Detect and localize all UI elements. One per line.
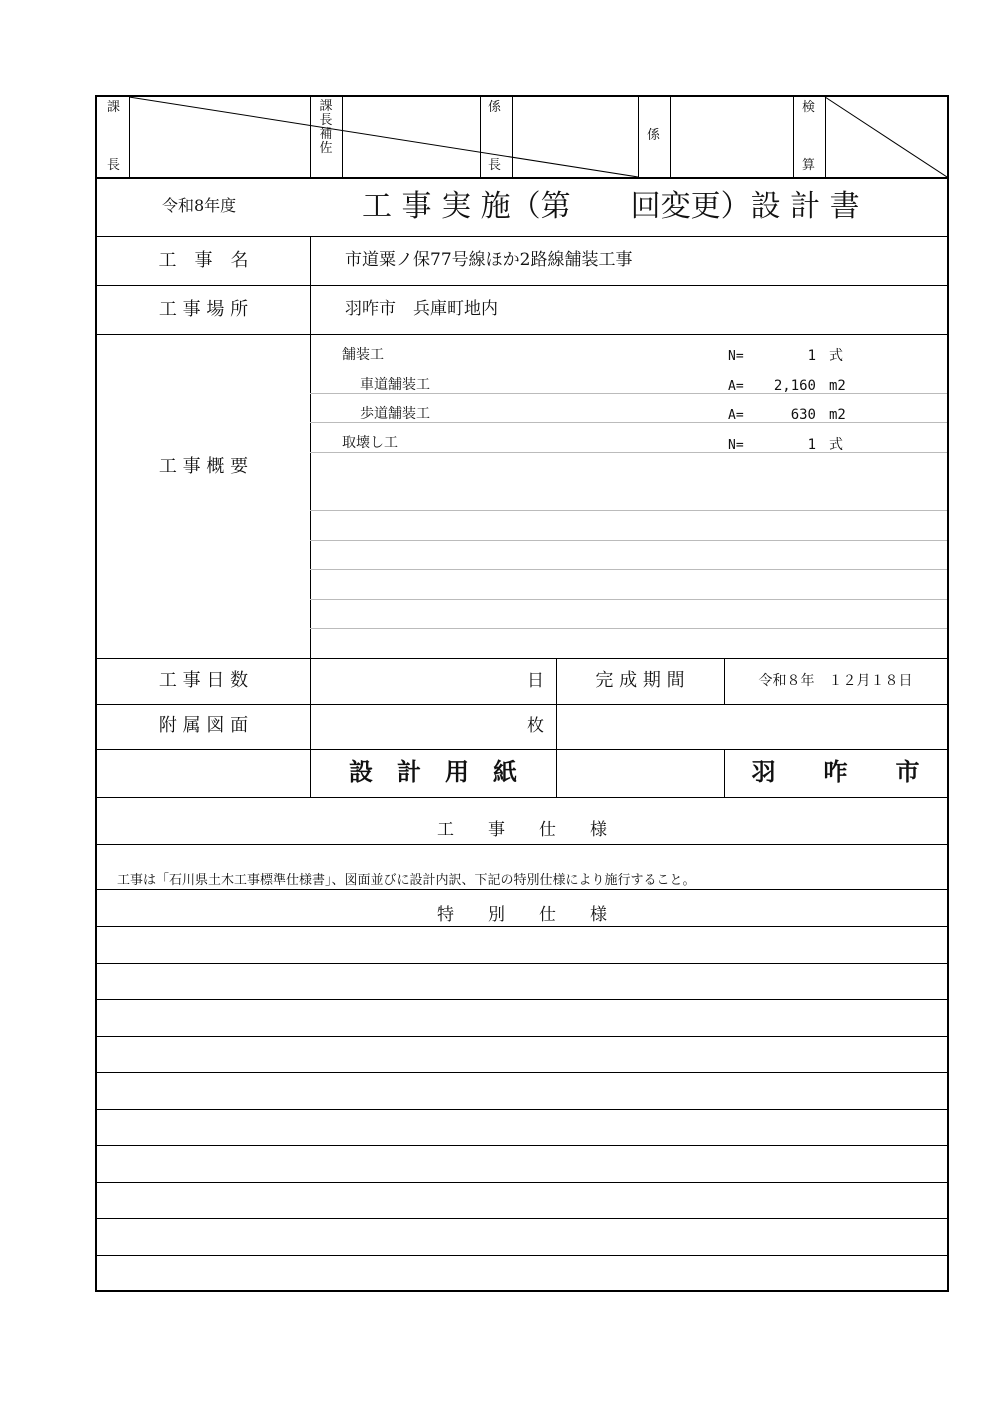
- kachou-bottom-char: 長: [107, 158, 121, 173]
- drawings-label: 附 属 図 面: [158, 715, 249, 736]
- kakari-label: 係: [647, 128, 661, 143]
- spec-line: [97, 1036, 947, 1037]
- summary-item-name: 舗装工: [342, 347, 384, 363]
- summary-line: [310, 393, 947, 394]
- completion-value: 令和８年 １２月１８日: [758, 673, 913, 689]
- kakarichou-bottom-char: 長: [488, 158, 502, 173]
- work-name-value: 市道粟ノ保77号線ほか2路線舗装工事: [345, 250, 633, 270]
- work-place-label: 工 事 場 所: [158, 299, 249, 320]
- summary-line: [310, 452, 947, 453]
- summary-item-unit: m2: [829, 407, 846, 423]
- kakarichou-top-char: 係: [488, 100, 502, 115]
- design-paper-label: 設 計 用 紙: [349, 757, 517, 786]
- completion-label: 完 成 期 間: [595, 670, 685, 691]
- kachou-top-char: 課: [107, 100, 121, 115]
- divider: [97, 749, 947, 750]
- spec-line: [97, 1218, 947, 1219]
- summary-item-qty: 1: [807, 437, 816, 453]
- summary-item-name: 歩道舗装工: [360, 406, 430, 422]
- spec-line: [97, 963, 947, 964]
- summary-line: [310, 510, 947, 511]
- spec-line: [97, 1072, 947, 1073]
- divider: [97, 177, 947, 179]
- summary-item-name: 車道舗装工: [360, 377, 430, 393]
- summary-item-unit: 式: [829, 348, 843, 364]
- summary-item-prefix: A=: [728, 408, 744, 423]
- summary-item-name: 取壊し工: [342, 435, 398, 451]
- summary-item-qty: 630: [790, 407, 816, 423]
- spec-line: [97, 1145, 947, 1146]
- special-spec-title: 特 別 仕 様: [437, 905, 607, 925]
- work-summary-label: 工 事 概 要: [158, 456, 249, 477]
- summary-item-unit: m2: [829, 378, 846, 394]
- spec-line: [97, 1109, 947, 1110]
- divider: [310, 236, 311, 797]
- drawings-unit: 枚: [527, 716, 544, 736]
- divider: [97, 844, 947, 845]
- summary-item-unit: 式: [829, 437, 843, 453]
- era-year: 令和8年度: [162, 196, 237, 215]
- divider: [97, 926, 947, 927]
- summary-item-prefix: N=: [728, 349, 744, 364]
- summary-item-qty: 1: [807, 348, 816, 364]
- diagonal-strikes: [97, 97, 947, 177]
- design-document-frame: [95, 95, 949, 1292]
- summary-line: [310, 422, 947, 423]
- kensan-bottom-char: 算: [802, 158, 816, 173]
- divider: [97, 285, 947, 286]
- document-title: 工 事 実 施（第 回変更）設 計 書: [362, 189, 860, 224]
- work-place-value: 羽咋市 兵庫町地内: [345, 299, 498, 319]
- spec-line: [97, 1255, 947, 1256]
- work-days-unit: 日: [527, 671, 544, 691]
- kensan-top-char: 検: [802, 100, 816, 115]
- divider: [97, 797, 947, 798]
- summary-line: [310, 540, 947, 541]
- divider: [97, 334, 947, 335]
- summary-item-qty: 2,160: [773, 378, 816, 394]
- work-name-label: 工 事 名: [158, 250, 249, 271]
- work-days-label: 工 事 日 数: [158, 670, 249, 691]
- summary-item-prefix: N=: [728, 438, 744, 453]
- divider: [97, 236, 947, 237]
- spec-title: 工 事 仕 様: [437, 820, 607, 840]
- divider: [97, 704, 947, 705]
- city-name: 羽 咋 市: [751, 757, 920, 786]
- summary-line: [310, 628, 947, 629]
- summary-item-prefix: A=: [728, 379, 744, 394]
- kachou-hosa-label: 課 長 補 佐: [319, 99, 333, 156]
- spec-text: 工事は「石川県土木工事標準仕様書」、図面並びに設計内訳、下記の特別仕様により施行すること。: [117, 873, 696, 888]
- divider: [97, 889, 947, 890]
- divider: [97, 658, 947, 659]
- spec-line: [97, 999, 947, 1000]
- summary-line: [310, 569, 947, 570]
- summary-line: [310, 599, 947, 600]
- spec-line: [97, 1182, 947, 1183]
